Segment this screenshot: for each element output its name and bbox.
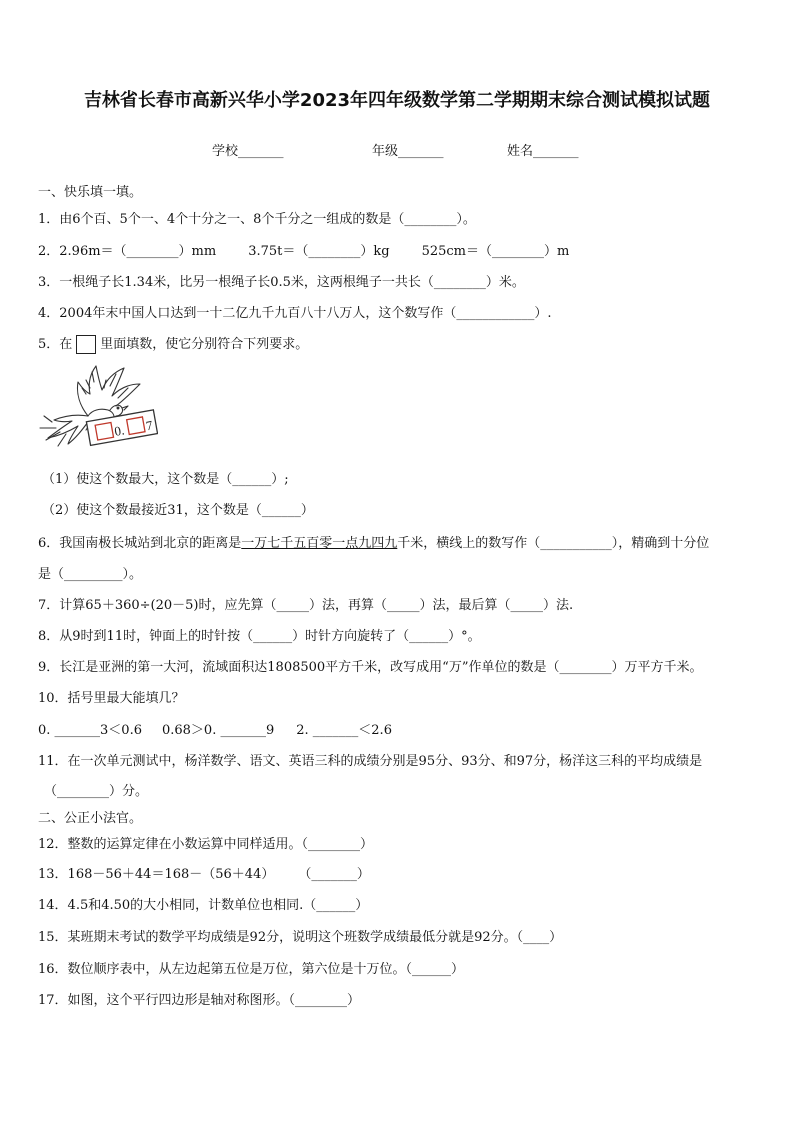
- question-10-items: [38, 719, 392, 738]
- question-13-blank: （_______）: [298, 867, 370, 882]
- school-field: 学校_______: [212, 144, 284, 159]
- question-2: [38, 240, 569, 259]
- question-7: 7．计算65＋360÷(20－5)时，应先算（_____）法，再算（_____）法，最后算（_____）法.: [38, 598, 574, 613]
- question-6: [38, 532, 709, 551]
- question-5: [38, 333, 308, 354]
- question-16: 16．数位顺序表中，从左边起第五位是万位，第六位是十万位。（______）: [38, 962, 465, 977]
- question-10c: 2. _______＜2.6: [296, 723, 392, 738]
- question-10b: 0.68＞0. _______9: [161, 723, 275, 738]
- question-15: 15．某班期末考试的数学平均成绩是92分，说明这个班数学成绩最低分就是92分。（____）: [38, 930, 563, 945]
- question-9: 9．长江是亚洲的第一大河，流域面积达1808500平方千米，改写成用“万”作单位的数是（________）万平方千米。: [38, 660, 703, 675]
- question-8: 8．从9时到11时，钟面上的时针按（______）时针方向旋转了（______）°。: [38, 629, 481, 644]
- section-heading-1: 一、快乐填一填。: [38, 185, 143, 200]
- grade-field: 年级_______: [372, 144, 444, 159]
- question-10a: 0. _______3＜0.6: [38, 723, 142, 738]
- question-4: 4．2004年末中国人口达到一十二亿九千九百八十八万人，这个数写作（____________）.: [38, 306, 552, 321]
- name-field: 姓名_______: [507, 144, 579, 159]
- question-2b: 3.75t＝（________）kg: [248, 244, 390, 259]
- question-2a: 2．2.96m＝（________）mm: [38, 244, 217, 259]
- question-17: 17．如图，这个平行四边形是轴对称图形。（________）: [38, 993, 361, 1008]
- page-title: 吉林省长春市高新兴华小学2023年四年级数学第二学期期末综合测试模拟试题: [83, 90, 711, 111]
- answer-box: [76, 335, 96, 354]
- question-6-line2: 是（_________）。: [38, 567, 143, 582]
- question-6-pre: 6．我国南极长城站到北京的距离是: [38, 536, 242, 551]
- pigeon-card-illustration: [36, 358, 158, 450]
- question-5-2: （2）使这个数最接近31，这个数是（______）: [42, 503, 314, 518]
- card-text-left: 0.: [113, 422, 126, 439]
- section-heading-2: 二、公正小法官。: [38, 811, 143, 826]
- question-12: 12．整数的运算定律在小数运算中同样适用。（________）: [38, 837, 374, 852]
- question-5-post: 里面填数，使它分别符合下列要求。: [100, 337, 309, 352]
- question-5-1: （1）使这个数最大，这个数是（______）;: [42, 472, 289, 487]
- question-1: 1．由6个百、5个一、4个十分之一、8个千分之一组成的数是（________）。: [38, 212, 476, 227]
- question-3: 3．一根绳子长1.34米，比另一根绳子长0.5米，这两根绳子一共长（________）米。: [38, 275, 525, 290]
- card-text-right: 7: [144, 417, 154, 434]
- question-14: 14．4.5和4.50的大小相同，计数单位也相同.（______）: [38, 898, 369, 913]
- question-6-underlined: 一万七千五百零一点九四九: [241, 536, 398, 551]
- question-11-line2: （________）分。: [44, 784, 149, 799]
- question-13-expr: 13．168－56＋44＝168－（56＋44）: [38, 867, 275, 882]
- question-6-post: 千米，横线上的数写作（___________），精确到十分位: [397, 536, 710, 551]
- question-13: [38, 863, 370, 882]
- question-11-line1: 11．在一次单元测试中，杨洋数学、语文、英语三科的成绩分别是95分、93分、和97分，杨洋这三科的平均成绩是: [38, 754, 703, 769]
- question-5-pre: 5．在: [38, 337, 73, 352]
- question-2c: 525cm＝（________）m: [421, 244, 570, 259]
- question-10: 10．括号里最大能填几？: [38, 691, 185, 706]
